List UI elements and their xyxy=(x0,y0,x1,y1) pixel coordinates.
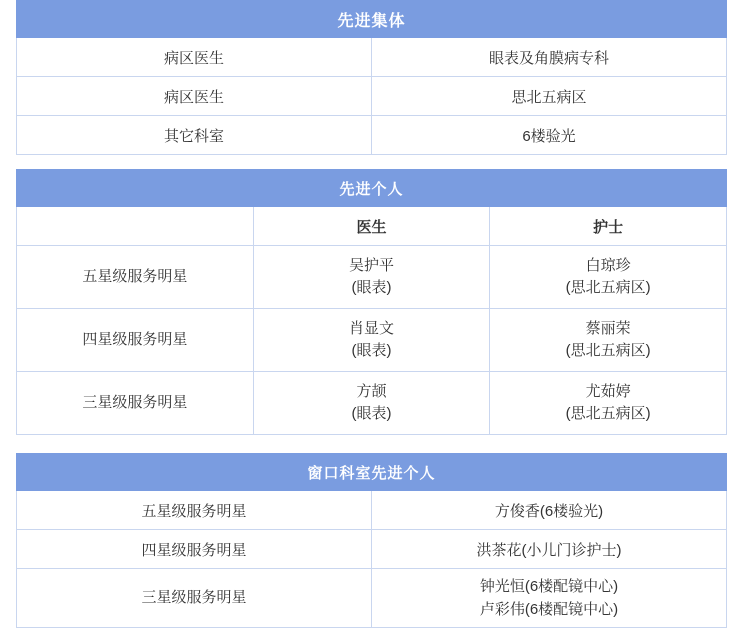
row-label: 三星级服务明星 xyxy=(17,372,254,435)
row-label: 病区医生 xyxy=(17,77,372,116)
table-row xyxy=(17,491,727,530)
nurse-name: 尤茹婷 xyxy=(585,382,631,400)
row-value: 方俊香(6楼验光) xyxy=(372,491,727,530)
row-value: 思北五病区 xyxy=(372,77,727,116)
nurse-name: 蔡丽荣 xyxy=(585,319,631,337)
row-value: 洪茶花(小儿门诊护士) xyxy=(372,530,727,569)
table-row xyxy=(17,38,727,77)
doctor-name: 肖显文 xyxy=(348,319,394,337)
row-value-multiline xyxy=(372,569,727,628)
row-label: 五星级服务明星 xyxy=(17,246,254,309)
doctor-cell xyxy=(253,246,490,309)
row-label: 其它科室 xyxy=(17,116,372,155)
nurse-dept: (思北五病区) xyxy=(565,405,651,422)
section-header-row xyxy=(17,454,727,491)
column-header-nurse: 护士 xyxy=(490,207,727,246)
column-header-row xyxy=(17,207,727,246)
table-row xyxy=(17,246,727,309)
value-line-1: 钟光恒(6楼配镜中心) xyxy=(479,577,619,595)
table-row xyxy=(17,309,727,372)
spacer xyxy=(0,155,743,169)
doctor-name: 吴护平 xyxy=(348,256,394,274)
section-header-row xyxy=(17,170,727,207)
doctor-dept: (眼表) xyxy=(351,405,392,422)
table-row xyxy=(17,530,727,569)
row-value: 眼表及角膜病专科 xyxy=(372,38,727,77)
doctor-cell xyxy=(253,372,490,435)
nurse-dept: (思北五病区) xyxy=(565,279,651,296)
section-title-advanced-individual: 先进个人 xyxy=(17,170,727,207)
nurse-cell xyxy=(490,309,727,372)
table-row xyxy=(17,569,727,628)
section-header-row xyxy=(17,1,727,38)
column-header-blank xyxy=(17,207,254,246)
section-title-window-department: 窗口科室先进个人 xyxy=(17,454,727,491)
column-header-doctor: 医生 xyxy=(253,207,490,246)
row-value: 6楼验光 xyxy=(372,116,727,155)
nurse-cell xyxy=(490,246,727,309)
table-window-department-individual xyxy=(16,453,727,628)
table-advanced-individual xyxy=(16,169,727,435)
doctor-name: 方颉 xyxy=(356,382,387,400)
nurse-dept: (思北五病区) xyxy=(565,342,651,359)
table-advanced-collective xyxy=(16,0,727,155)
row-label: 三星级服务明星 xyxy=(17,569,372,628)
spacer xyxy=(0,435,743,453)
nurse-name: 白琼珍 xyxy=(585,256,631,274)
table-row xyxy=(17,77,727,116)
row-label: 四星级服务明星 xyxy=(17,309,254,372)
table-row xyxy=(17,116,727,155)
doctor-cell xyxy=(253,309,490,372)
doctor-dept: (眼表) xyxy=(351,342,392,359)
row-label: 四星级服务明星 xyxy=(17,530,372,569)
doctor-dept: (眼表) xyxy=(351,279,392,296)
nurse-cell xyxy=(490,372,727,435)
row-label: 病区医生 xyxy=(17,38,372,77)
section-title-advanced-collective: 先进集体 xyxy=(17,1,727,38)
table-row xyxy=(17,372,727,435)
row-label: 五星级服务明星 xyxy=(17,491,372,530)
value-line-2: 卢彩伟(6楼配镜中心) xyxy=(479,601,619,618)
